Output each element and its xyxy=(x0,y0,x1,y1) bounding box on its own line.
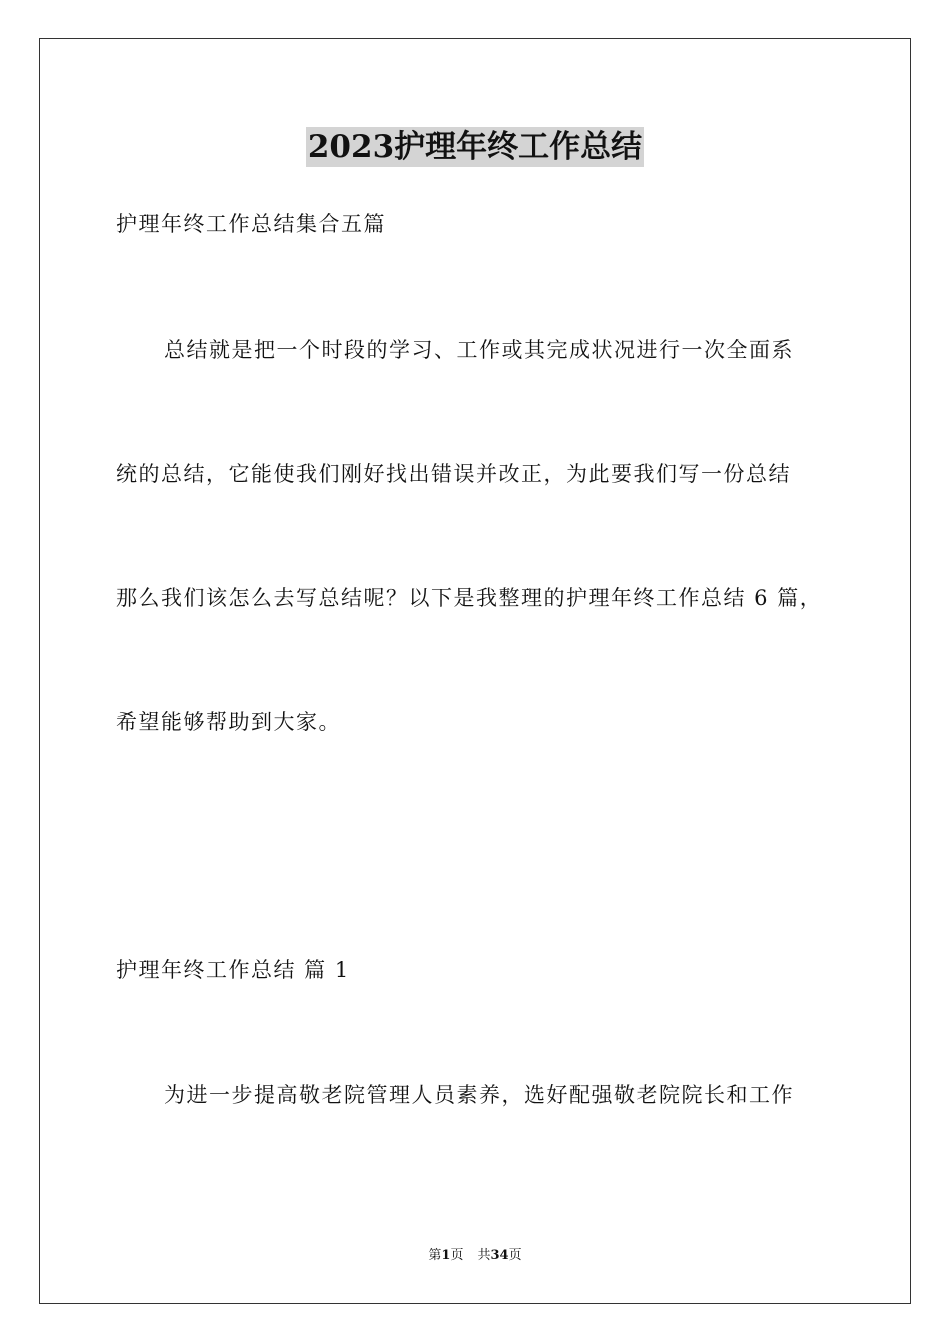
intro-line-2: 统的总结，它能使我们刚好找出错误并改正，为此要我们写一份总结 xyxy=(116,462,791,486)
footer-total-unit: 页 xyxy=(508,1248,522,1263)
document-title: 2023护理年终工作总结 xyxy=(307,129,643,165)
footer-page-prefix: 第 xyxy=(428,1248,442,1263)
footer-total-prefix: 共 xyxy=(477,1248,491,1263)
intro-line-1: 总结就是把一个时段的学习、工作或其完成状况进行一次全面系 xyxy=(164,338,794,362)
footer-page-unit: 页 xyxy=(450,1248,464,1263)
page-footer xyxy=(0,1246,950,1266)
footer-page-total: 34 xyxy=(490,1248,509,1263)
section-heading: 护理年终工作总结 篇 1 xyxy=(116,958,350,982)
title-container xyxy=(0,127,950,167)
section-line-1: 为进一步提高敬老院管理人员素养，选好配强敬老院院长和工作 xyxy=(164,1083,794,1107)
document-subtitle: 护理年终工作总结集合五篇 xyxy=(116,212,386,236)
footer-page-current: 1 xyxy=(441,1248,451,1263)
intro-line-4: 希望能够帮助到大家。 xyxy=(116,710,341,734)
intro-line-3: 那么我们该怎么去写总结呢？以下是我整理的护理年终工作总结 6 篇， xyxy=(116,586,823,610)
